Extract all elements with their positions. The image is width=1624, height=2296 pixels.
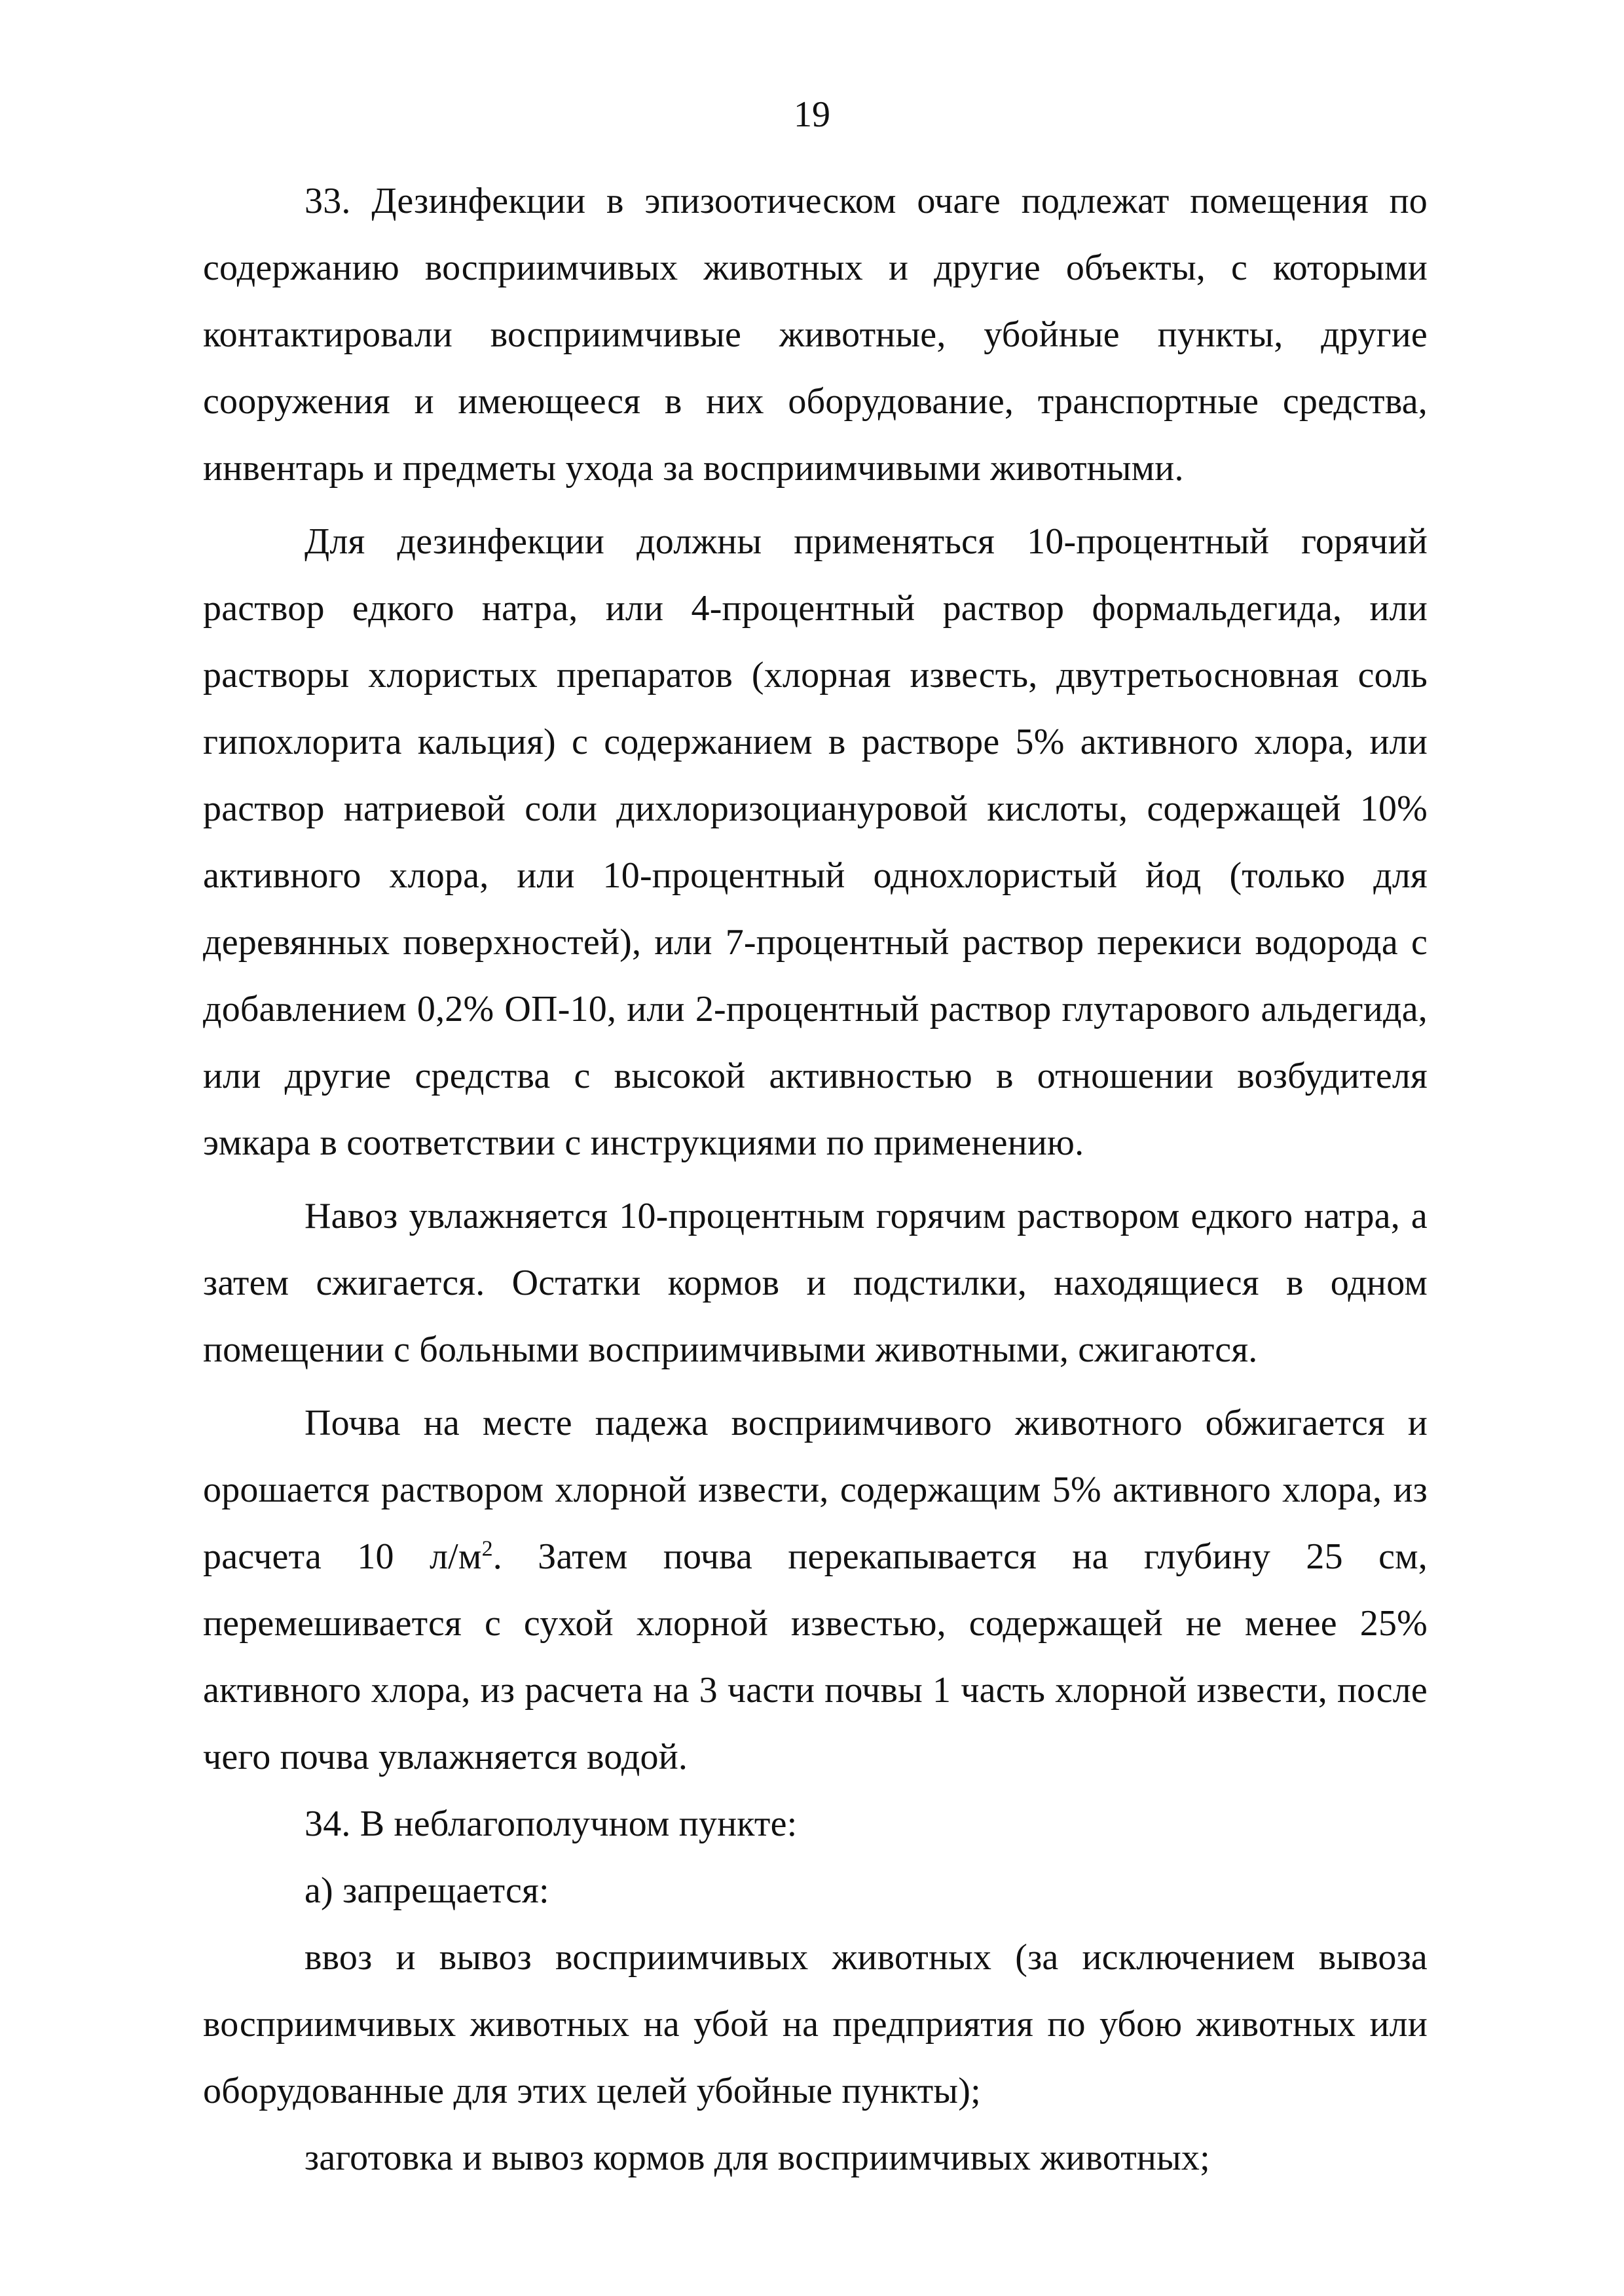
- paragraph-soil: [203, 1390, 1428, 1790]
- paragraph-34a: а) запрещается:: [304, 1870, 549, 1911]
- paragraph-soil-text-start: Почва на месте падежа восприимчивого животного обжигается и орошается раствором хлорной извести, содержащим 5% активного хлора, из расчета 10 л/м: [203, 1403, 1428, 1577]
- superscript-2: 2: [481, 1536, 493, 1561]
- paragraph-feed: заготовка и вывоз кормов для восприимчивых животных;: [304, 2138, 1210, 2178]
- paragraph-import-export: ввоз и вывоз восприимчивых животных (за исключением вывоза восприимчивых животных на убой на предприятия по убою животных или оборудованные для этих целей убойные пункты);: [203, 1937, 1428, 2111]
- document-body: [203, 168, 1428, 2191]
- paragraph-soil-text-end: . Затем почва перекапывается на глубину 25 см, перемешивается с сухой хлорной известью, содержащей не менее 25% активного хлора, из расчета на 3 части почвы 1 часть хлорной извести, после чего почва увлажняется водой.: [203, 1536, 1428, 1777]
- paragraph-33: 33. Дезинфекции в эпизоотическом очаге подлежат помещения по содержанию восприимчивых животных и другие объекты, с которыми контактировали восприимчивые животные, убойные пункты, другие сооружения и имеющееся в них оборудование, транспортные средства, инвентарь и предметы ухода за восприимчивыми животными.: [203, 181, 1428, 489]
- paragraph-34: 34. В неблагополучном пункте:: [304, 1804, 798, 1844]
- paragraph-disinfectants: Для дезинфекции должны применяться 10-процентный горячий раствор едкого натра, или 4-процентный раствор формальдегида, или растворы хлористых препаратов (хлорная известь, двутретьосновная соль гипохлорита кальция) с содержанием в растворе 5% активного хлора, или раствор натриевой соли дихлоризоциануровой кислоты, содержащей 10% активного хлора, или 10-процентный однохлористый йод (только для деревянных поверхностей), или 7-процентный раствор перекиси водорода с добавлением 0,2% ОП-10, или 2-процентный раствор глутарового альдегида, или другие средства с высокой активностью в отношении возбудителя эмкара в соответствии с инструкциями по применению.: [203, 521, 1428, 1163]
- paragraph-manure: Навоз увлажняется 10-процентным горячим раствором едкого натра, а затем сжигается. Остатки кормов и подстилки, находящиеся в одном помещении с больными восприимчивыми животными, сжигаются.: [203, 1196, 1428, 1370]
- page-number: 19: [794, 94, 830, 135]
